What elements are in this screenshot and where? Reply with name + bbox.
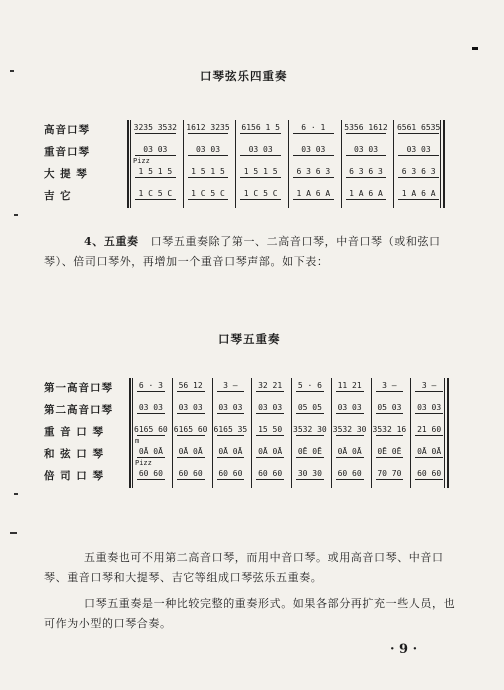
note-cell: 03 03 [143, 145, 168, 154]
note-cell: 03 03 [301, 145, 326, 154]
system-bracket-inner [132, 378, 133, 488]
note-cell: 60 60 [337, 469, 362, 478]
beam-line [135, 133, 176, 134]
instrument-label: 第二高音口琴 [44, 404, 113, 416]
instrument-label: 和 弦 口 琴 [44, 448, 104, 460]
beam-line [177, 435, 205, 436]
beam-line [177, 457, 205, 458]
beam-line [376, 391, 404, 392]
beam-line [293, 155, 334, 156]
beam-line [415, 435, 443, 436]
barline [172, 378, 173, 488]
margin-speck [10, 532, 17, 534]
beam-line [336, 479, 364, 480]
beam-line [376, 457, 404, 458]
barline [393, 120, 394, 208]
note-cell: 6 3 6 3 [296, 167, 331, 176]
beam-line [135, 199, 176, 200]
note-cell: 03 03 [417, 403, 442, 412]
note-cell: 1612 3235 [186, 123, 230, 132]
beam-line [296, 457, 324, 458]
note-cell: 60 60 [138, 469, 163, 478]
note-cell: 0Ā 0Ā [417, 447, 442, 456]
chord-marking: m [135, 437, 140, 445]
beam-line [137, 435, 165, 436]
barline [235, 120, 236, 208]
beam-line [177, 391, 205, 392]
beam-line [346, 177, 387, 178]
note-cell: 60 60 [258, 469, 283, 478]
beam-line [177, 479, 205, 480]
beam-line [256, 435, 284, 436]
beam-line [346, 199, 387, 200]
note-cell: 3 — [223, 381, 238, 390]
beam-line [346, 133, 387, 134]
note-cell: 21 60 [417, 425, 442, 434]
margin-speck [14, 493, 18, 495]
note-cell: 1 A 6 A [401, 189, 436, 198]
margin-speck [14, 214, 18, 216]
beam-line [240, 155, 281, 156]
beam-line [293, 177, 334, 178]
note-cell: 6 3 6 3 [401, 167, 436, 176]
beam-line [137, 479, 165, 480]
note-cell: 30 30 [297, 469, 322, 478]
paragraph-text: 五重奏也可不用第二高音口琴，而用中音口琴。或用高音口琴、中音口琴、重音口琴和大提琴、吉它等组成口琴弦乐五重奏。 [44, 551, 444, 584]
note-cell: 03 03 [337, 403, 362, 412]
pizz-marking: Pizz [133, 157, 150, 165]
beam-line [293, 199, 334, 200]
barline [341, 120, 342, 208]
instrument-label: 第一高音口琴 [44, 382, 113, 394]
margin-speck [10, 70, 14, 72]
beam-line [296, 413, 324, 414]
note-cell: 0Ē 0Ē [297, 447, 322, 456]
note-cell: 03 03 [178, 403, 203, 412]
beam-line [376, 479, 404, 480]
note-cell: 6156 1 5 [241, 123, 280, 132]
barline [212, 378, 213, 488]
quintet-title: 口琴五重奏 [218, 332, 281, 346]
quartet-title: 口琴弦乐四重奏 [200, 69, 288, 83]
beam-line [415, 479, 443, 480]
note-cell: 03 03 [248, 145, 273, 154]
beam-line [188, 133, 229, 134]
note-cell: 1 5 1 5 [243, 167, 278, 176]
beam-line [415, 391, 443, 392]
beam-line [296, 391, 324, 392]
note-cell: 11 21 [337, 381, 362, 390]
beam-line [217, 435, 245, 436]
quartet-score-table [44, 120, 454, 210]
paragraph-text: 口琴五重奏是一种比较完整的重奏形式。如果各部分再扩充一些人员，也可作为小型的口琴合奏。 [44, 597, 456, 630]
section-heading: 4、五重奏 [84, 235, 139, 248]
paragraph-quintet-intro [44, 232, 464, 272]
barline [371, 378, 372, 488]
note-cell: 1 A 6 A [349, 189, 383, 198]
beam-line [376, 413, 404, 414]
paragraph-conclusion [44, 594, 464, 634]
bass-pizz-marking: Pizz [135, 459, 152, 467]
note-cell: 3 — [421, 381, 437, 390]
beam-line [217, 391, 245, 392]
note-cell: 70 70 [377, 469, 402, 478]
barline [331, 378, 332, 488]
note-cell: 3 — [382, 381, 397, 390]
beam-line [376, 435, 404, 436]
note-cell: 1 C 5 C [243, 189, 278, 198]
note-cell: 05 03 [377, 403, 402, 412]
instrument-label: 倍 司 口 琴 [44, 470, 104, 482]
beam-line [336, 435, 364, 436]
beam-line [398, 199, 439, 200]
beam-line [256, 457, 284, 458]
note-cell: 1 A 6 A [296, 189, 331, 198]
beam-line [188, 177, 229, 178]
note-cell: 60 60 [417, 469, 442, 478]
beam-line [217, 479, 245, 480]
margin-speck [472, 47, 478, 50]
beam-line [240, 199, 281, 200]
system-bracket [127, 120, 129, 208]
note-cell: 03 03 [353, 145, 379, 154]
note-cell: 5 · 6 [297, 381, 322, 390]
instrument-label: 重 音 口 琴 [44, 426, 104, 438]
beam-line [137, 391, 165, 392]
note-cell: 03 03 [138, 403, 163, 412]
instrument-label: 高音口琴 [44, 124, 90, 136]
note-cell: 56 12 [178, 381, 203, 390]
beam-line [188, 155, 229, 156]
beam-line [137, 413, 165, 414]
note-cell: 6165 60 [134, 425, 168, 434]
note-cell: 6165 60 [173, 425, 208, 434]
note-cell: 5356 1612 [344, 123, 388, 132]
beam-line [293, 133, 334, 134]
barline [291, 378, 292, 488]
beam-line [217, 457, 245, 458]
note-cell: 1 C 5 C [138, 189, 173, 198]
beam-line [217, 413, 245, 414]
note-cell: 03 03 [195, 145, 221, 154]
beam-line [135, 155, 176, 156]
beam-line [398, 155, 439, 156]
beam-line [398, 177, 439, 178]
instrument-label: 吉 它 [44, 190, 72, 202]
note-cell: 1 C 5 C [191, 189, 225, 198]
note-cell: 1 5 1 5 [138, 167, 173, 176]
note-cell: 6165 35 [213, 425, 248, 434]
beam-line [415, 413, 443, 414]
beam-line [135, 177, 176, 178]
note-cell: 6 · 1 [301, 123, 326, 132]
note-cell: 6561 6535 [396, 123, 441, 132]
note-cell: 03 03 [218, 403, 243, 412]
note-cell: 0Ā 0Ā [178, 447, 203, 456]
note-cell: 32 21 [258, 381, 283, 390]
note-cell: 0Ā 0Ā [258, 447, 283, 456]
instrument-label: 重音口琴 [44, 146, 90, 158]
note-cell: 60 60 [218, 469, 243, 478]
paragraph-text: 口琴五重奏除了第一、二高音口琴，中音口琴（或和弦口琴）、倍司口琴外，再增加一个重音口琴声部。如下表： [44, 235, 441, 268]
barline [251, 378, 252, 488]
page-number: · 9 · [390, 642, 418, 657]
beam-line [415, 457, 443, 458]
note-cell: 15 50 [258, 425, 283, 434]
barline [183, 120, 184, 208]
beam-line [240, 133, 281, 134]
beam-line [177, 413, 205, 414]
beam-line [336, 391, 364, 392]
final-barline [443, 120, 445, 208]
beam-line [336, 413, 364, 414]
barline [410, 378, 411, 488]
note-cell: 03 03 [258, 403, 283, 412]
beam-line [256, 479, 284, 480]
note-cell: 3532 16 [372, 425, 407, 434]
note-cell: 1 5 1 5 [191, 167, 225, 176]
beam-line [137, 457, 165, 458]
note-cell: 05 05 [297, 403, 322, 412]
beam-line [346, 155, 387, 156]
note-cell: 6 3 6 3 [349, 167, 383, 176]
quintet-score-table [44, 378, 456, 488]
system-bracket [129, 378, 131, 488]
beam-line [256, 391, 284, 392]
note-cell: 0Ā 0Ā [138, 447, 163, 456]
note-cell: 0Ā 0Ā [337, 447, 362, 456]
beam-line [336, 457, 364, 458]
beam-line [256, 413, 284, 414]
note-cell: 6 · 3 [138, 381, 163, 390]
note-cell: 3532 30 [293, 425, 327, 434]
barline [288, 120, 289, 208]
beam-line [240, 177, 281, 178]
note-cell: 0Ē 0Ē [377, 447, 402, 456]
note-cell: 0Ā 0Ā [218, 447, 243, 456]
beam-line [398, 133, 439, 134]
paragraph-alternatives [44, 548, 464, 588]
note-cell: 60 60 [178, 469, 203, 478]
note-cell: 3235 3532 [133, 123, 177, 132]
beam-line [188, 199, 229, 200]
instrument-label: 大 提 琴 [44, 168, 88, 180]
note-cell: 03 03 [406, 145, 431, 154]
system-bracket-inner [130, 120, 131, 208]
final-barline [447, 378, 449, 488]
beam-line [296, 479, 324, 480]
note-cell: 3532 30 [332, 425, 367, 434]
beam-line [296, 435, 324, 436]
